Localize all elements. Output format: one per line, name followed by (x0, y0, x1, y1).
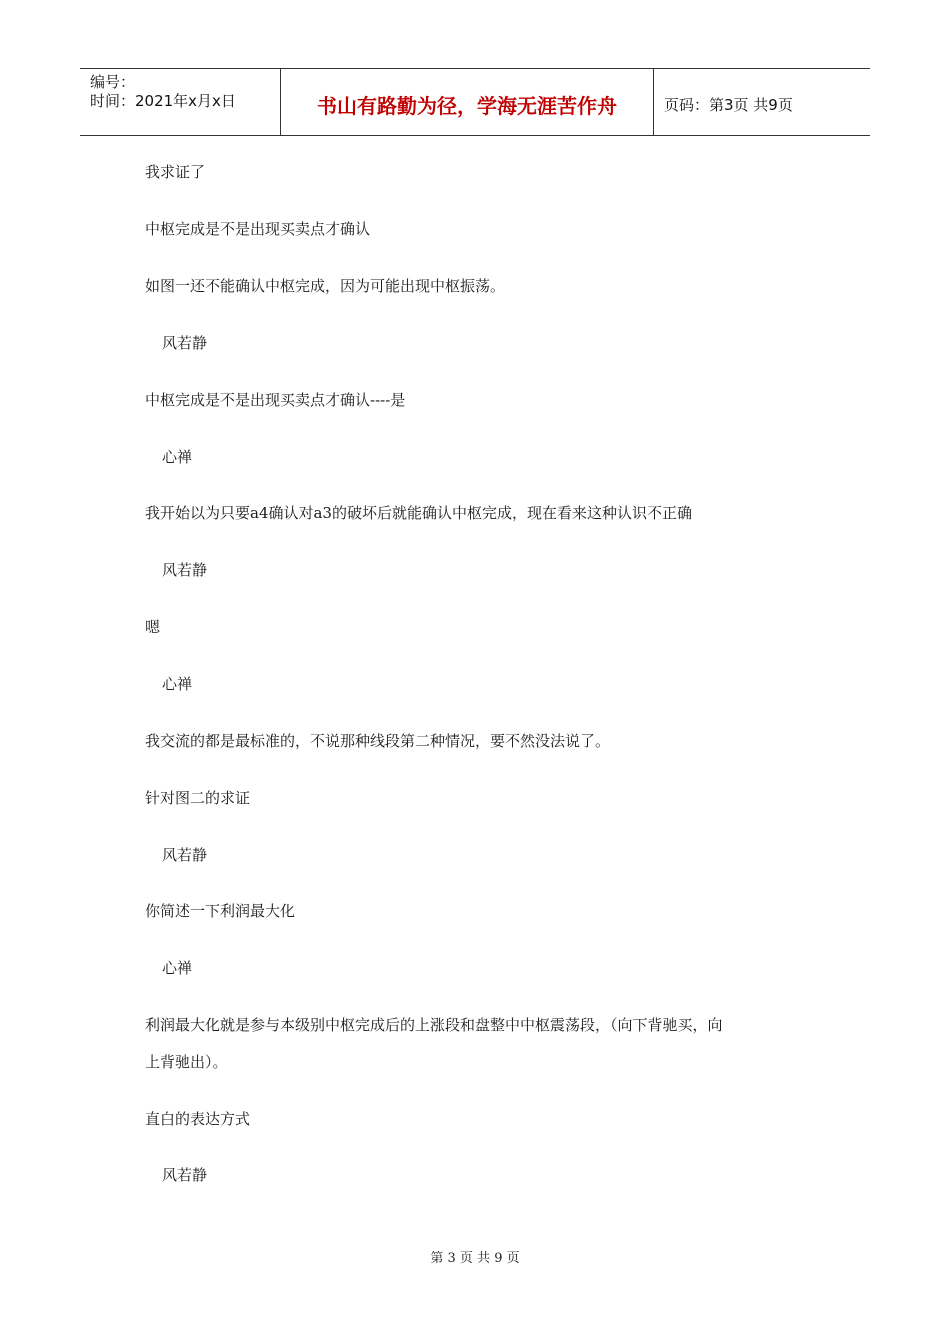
speaker-name: 风若静 (162, 334, 208, 352)
speaker-name: 心禅 (162, 959, 193, 977)
document-date: 时间：2021年x月x日 (90, 92, 236, 110)
speaker-name: 心禅 (162, 675, 193, 693)
page-header (80, 68, 870, 136)
header-meta (80, 69, 281, 135)
page-footer: 第 3 页 共 9 页 (430, 1251, 520, 1266)
body-line: 利润最大化就是参与本级别中枢完成后的上涨段和盘整中中枢震荡段，（向下背驰买，向 (145, 1016, 723, 1034)
header-motto: 书山有路勤为径，学海无涯苦作舟 (281, 69, 654, 135)
body-line: 我交流的都是最标准的，不说那种线段第二种情况，要不然没法说了。 (145, 732, 611, 750)
body-line: 中枢完成是不是出现买卖点才确认 (145, 220, 371, 238)
header-page-code: 页码：第3页 共9页 (664, 95, 793, 114)
speaker-name: 心禅 (162, 448, 193, 466)
body-line: 你简述一下利润最大化 (145, 902, 296, 920)
speaker-name: 风若静 (162, 561, 208, 579)
document-number-label: 编号： (90, 73, 136, 91)
body-line: 嗯 (145, 618, 161, 636)
body-line: 我求证了 (145, 163, 206, 181)
body-line: 我开始以为只要a4确认对a3的破坏后就能确认中枢完成，现在看来这种认识不正确 (145, 504, 692, 522)
body-line: 中枢完成是不是出现买卖点才确认----是 (145, 391, 406, 409)
body-line: 直白的表达方式 (145, 1110, 251, 1128)
speaker-name: 风若静 (162, 846, 208, 864)
speaker-name: 风若静 (162, 1166, 208, 1184)
body-line: 针对图二的求证 (145, 789, 251, 807)
body-line: 上背驰出）。 (145, 1053, 228, 1071)
body-line: 如图一还不能确认中枢完成，因为可能出现中枢振荡。 (145, 277, 506, 295)
